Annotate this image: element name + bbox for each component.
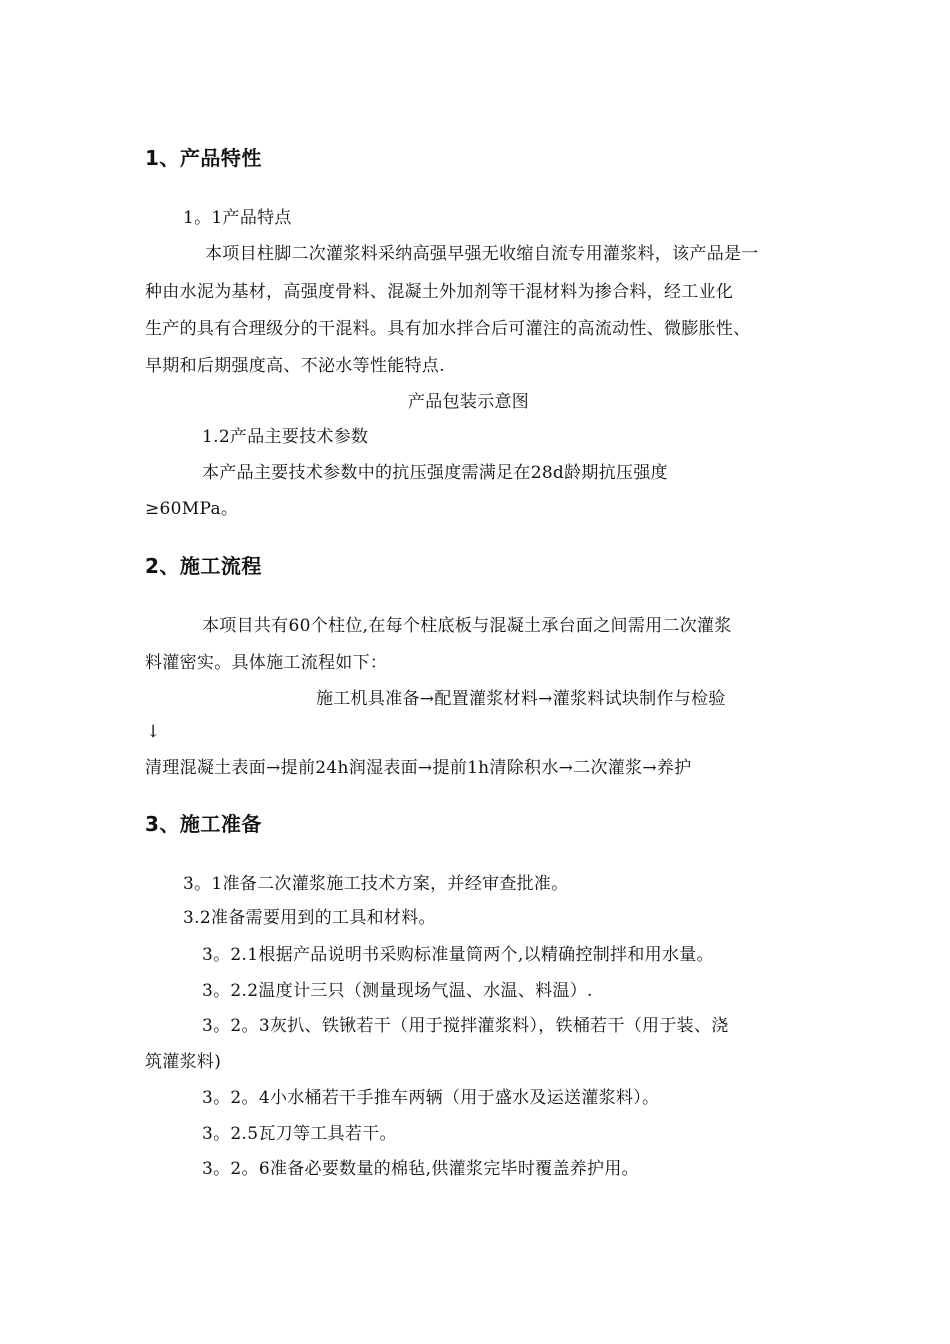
paragraph-line: ≥60MPa。 — [145, 499, 239, 519]
section-1-heading: 1、产品特性 — [145, 146, 262, 170]
flow-line: 施工机具准备→配置灌浆材料→灌浆料试块制作与检验 — [316, 689, 726, 709]
subsection-1-2-title: 1.2产品主要技术参数 — [202, 427, 369, 447]
paragraph-line: 3。2。3灰扒、铁锹若干（用于搅拌灌浆料），铁桶若干（用于装、浇 — [202, 1016, 729, 1036]
section-3-heading: 3、施工准备 — [145, 812, 262, 836]
paragraph-line: 生产的具有合理级分的干混料。具有加水拌合后可灌注的高流动性、微膨胀性、 — [145, 319, 751, 339]
section-2-heading: 2、施工流程 — [145, 554, 262, 578]
paragraph-line: 种由水泥为基材，高强度骨料、混凝土外加剂等干混材料为掺合料，经工业化 — [145, 282, 734, 302]
paragraph-line: 料灌密实。具体施工流程如下： — [145, 653, 388, 673]
paragraph-line: 3。2。4小水桶若干手推车两辆（用于盛水及运送灌浆料）。 — [202, 1088, 660, 1108]
flow-arrow: ↓ — [146, 722, 161, 742]
figure-caption: 产品包装示意图 — [408, 392, 530, 412]
paragraph-line: 早期和后期强度高、不泌水等性能特点. — [145, 356, 445, 376]
paragraph-line: 3。2.1根据产品说明书采购标准量筒两个,以精确控制拌和用水量。 — [202, 945, 714, 965]
paragraph-line: 本项目柱脚二次灌浆料采纳高强早强无收缩自流专用灌浆料，该产品是一 — [205, 244, 759, 264]
paragraph-line: 3。2.2温度计三只（测量现场气温、水温、料温）. — [202, 981, 593, 1001]
paragraph-line: 本项目共有60个柱位,在每个柱底板与混凝土承台面之间需用二次灌浆 — [202, 616, 732, 636]
flow-line: 清理混凝土表面→提前24h润湿表面→提前1h清除积水→二次灌浆→养护 — [145, 758, 692, 778]
paragraph-line: 3。2.5瓦刀等工具若干。 — [202, 1124, 397, 1144]
paragraph-line: 3。2。6准备必要数量的棉毡,供灌浆完毕时覆盖养护用。 — [202, 1159, 639, 1179]
paragraph-line: 3.2准备需要用到的工具和材料。 — [183, 908, 436, 928]
subsection-1-1-title: 1。1产品特点 — [183, 208, 292, 228]
paragraph-line: 3。1准备二次灌浆施工技术方案，并经审查批准。 — [183, 874, 569, 894]
paragraph-line: 本产品主要技术参数中的抗压强度需满足在28d龄期抗压强度 — [202, 463, 668, 483]
paragraph-line: 筑灌浆料) — [145, 1052, 222, 1072]
